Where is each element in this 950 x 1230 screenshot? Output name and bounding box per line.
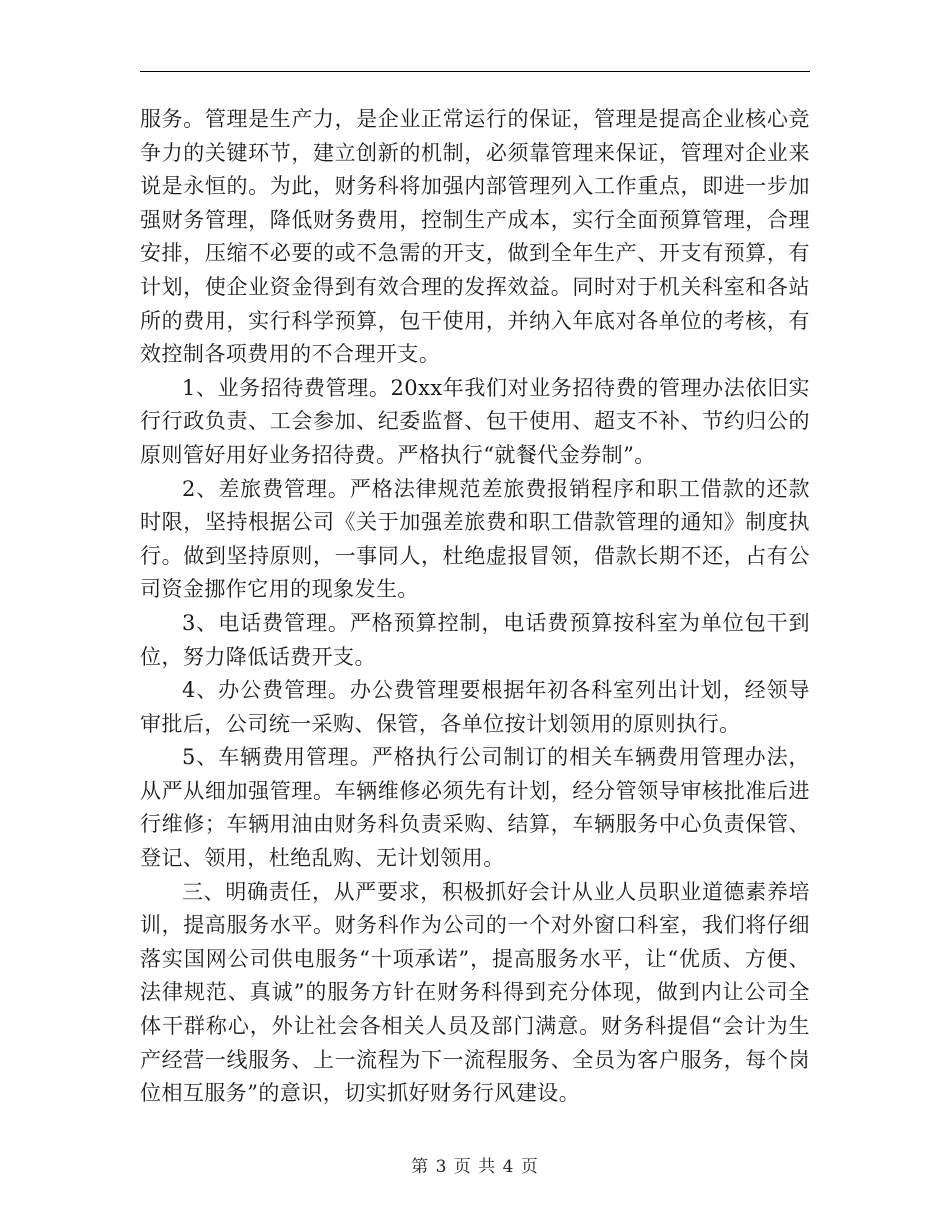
page-number-footer: 第 3 页 共 4 页 <box>411 1157 539 1177</box>
paragraph: 服务。管理是生产力，是企业正常运行的保证，管理是提高企业核心竞争力的关键环节，建立创新的机制，必须靠管理来保证，管理对企业来说是永恒的。为此，财务科将加强内部管理列入工作重点，即进一步加强财务管理，降低财务费用，控制生产成本，实行全面预算管理，合理安排，压缩不必要的或不急需的开支，做到全年生产、开支有预算，有计划，使企业资金得到有效合理的发挥效益。同时对于机关科室和各站所的费用，实行科学预算，包干使用，并纳入年底对各单位的考核，有效控制各项费用的不合理开支。 <box>140 107 810 367</box>
paragraph: 4、办公费管理。办公费管理要根据年初各科室列出计划，经领导审批后，公司统一采购、保管，各单位按计划领用的原则执行。 <box>140 678 810 736</box>
header-rule <box>140 71 810 72</box>
paragraph: 1、业务招待费管理。20xx年我们对业务招待费的管理办法依旧实行行政负责、工会参加、纪委监督、包干使用、超支不补、节约归公的原则管好用好业务招待费。严格执行“就餐代金券制”。 <box>140 375 810 467</box>
paragraph: 3、电话费管理。严格预算控制，电话费预算按科室为单位包干到位，努力降低话费开支。 <box>140 610 810 669</box>
paragraph: 5、车辆费用管理。严格执行公司制订的相关车辆费用管理办法，从严从细加强管理。车辆维修必须先有计划，经分管领导审核批准后进行维修；车辆用油由财务科负责采购、结算，车辆服务中心负责保管、登记、领用，杜绝乱购、无计划领用。 <box>140 745 810 871</box>
paragraph: 2、差旅费管理。严格法律规范差旅费报销程序和职工借款的还款时限，坚持根据公司《关于加强差旅费和职工借款管理的通知》制度执行。做到坚持原则，一事同人，杜绝虚报冒领，借款长期不还，占有公司资金挪作它用的现象发生。 <box>140 476 810 602</box>
body-text <box>140 103 810 1111</box>
paragraph: 三、明确责任，从严要求，积极抓好会计从业人员职业道德素养培训，提高服务水平。财务科作为公司的一个对外窗口科室，我们将仔细落实国网公司供电服务“十项承诺”，提高服务水平，让“优质、方便、法律规范、真诚”的服务方针在财务科得到充分体现，做到内让公司全体干群称心，外让社会各相关人员及部门满意。财务科提倡“会计为生产经营一线服务、上一流程为下一流程服务、全员为客户服务，每个岗位相互服务”的意识，切实抓好财务行风建设。 <box>140 879 810 1106</box>
